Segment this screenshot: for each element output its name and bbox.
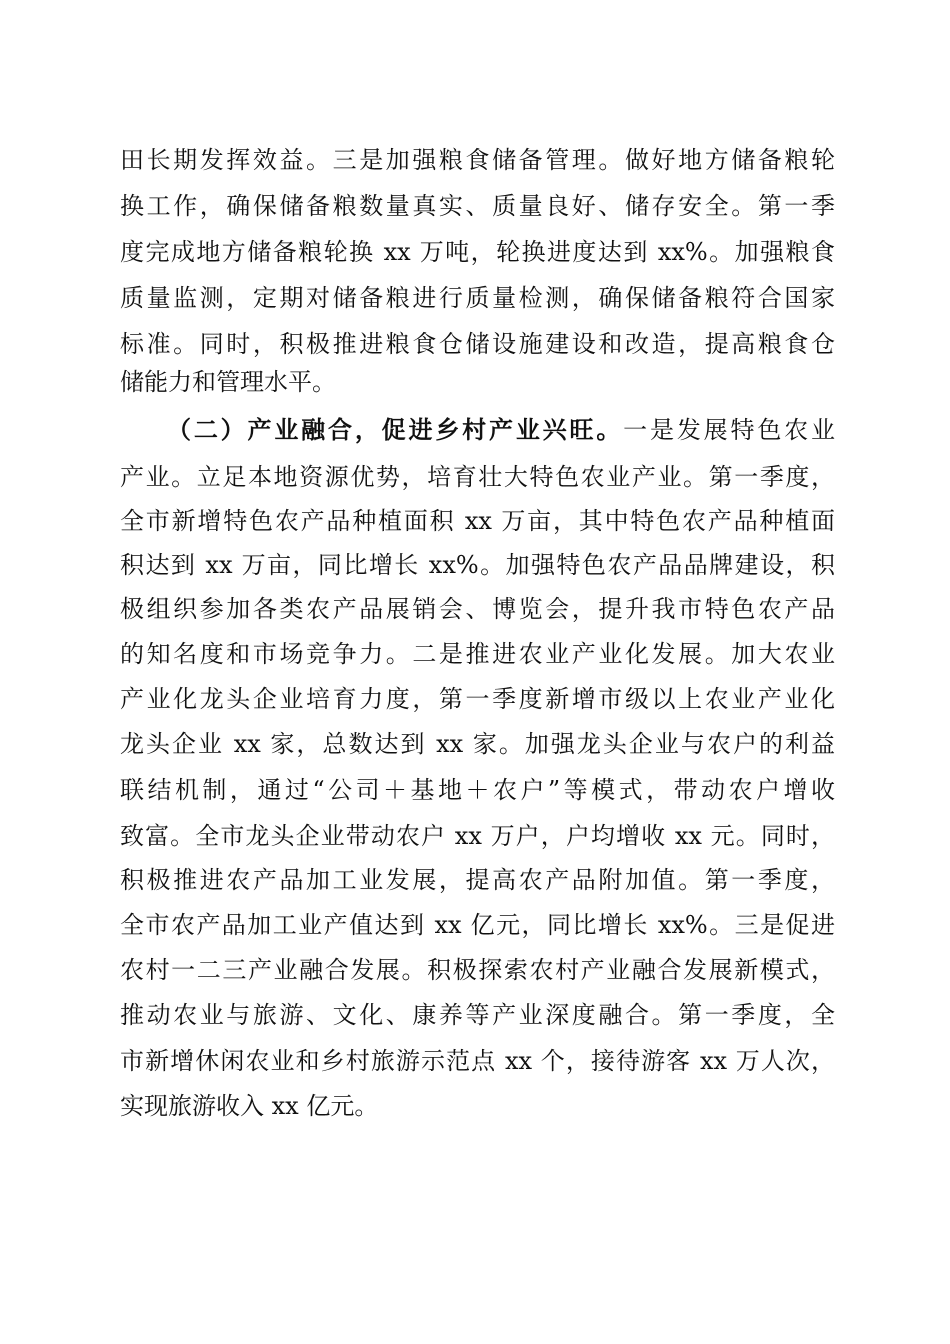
paragraph-2-line-12: 全市农产品加工业产值达到 xx 亿元，同比增长 xx%。三是促进	[120, 911, 835, 939]
paragraph-2-line-14: 推动农业与旅游、文化、康养等产业深度融合。第一季度，全	[120, 1001, 835, 1029]
paragraph-1-line-1: 田长期发挥效益。三是加强粮食储备管理。做好地方储备粮轮	[120, 146, 835, 174]
paragraph-1-line-5: 标准。同时，积极推进粮食仓储设施建设和改造，提高粮食仓	[120, 330, 835, 358]
paragraph-2-line-1-rest: 一是发展特色农业	[623, 416, 836, 444]
paragraph-2-line-15: 市新增休闲农业和乡村旅游示范点 xx 个，接待游客 xx 万人次，	[120, 1047, 835, 1075]
paragraph-2-line-5: 极组织参加各类农产品展销会、博览会，提升我市特色农产品	[120, 595, 835, 623]
paragraph-2-line-13: 农村一二三产业融合发展。积极探索农村产业融合发展新模式，	[120, 956, 835, 984]
paragraph-1-line-3: 度完成地方储备粮轮换 xx 万吨，轮换进度达到 xx%。加强粮食	[120, 238, 835, 266]
paragraph-2-line-7: 产业化龙头企业培育力度，第一季度新增市级以上农业产业化	[120, 685, 835, 713]
paragraph-2-line-1	[167, 408, 835, 452]
paragraph-2-line-6: 的知名度和市场竞争力。二是推进农业产业化发展。加大农业	[120, 640, 835, 668]
paragraph-2-line-11: 积极推进农产品加工业发展，提高农产品附加值。第一季度，	[120, 866, 835, 894]
paragraph-2-line-8: 龙头企业 xx 家，总数达到 xx 家。加强龙头企业与农户的利益	[120, 730, 835, 758]
paragraph-1-line-4: 质量监测，定期对储备粮进行质量检测，确保储备粮符合国家	[120, 284, 835, 312]
paragraph-2-line-4: 积达到 xx 万亩，同比增长 xx%。加强特色农产品品牌建设，积	[120, 551, 835, 579]
paragraph-2-line-16: 实现旅游收入 xx 亿元。	[120, 1092, 379, 1120]
section-heading: （二）产业融合，促进乡村产业兴旺。	[167, 415, 624, 444]
paragraph-2-line-2: 产业。立足本地资源优势，培育壮大特色农业产业。第一季度，	[120, 463, 835, 491]
paragraph-2-line-10: 致富。全市龙头企业带动农户 xx 万户，户均增收 xx 元。同时，	[120, 822, 835, 850]
paragraph-2-line-9: 联结机制，通过“公司＋基地＋农户”等模式，带动农户增收	[120, 776, 835, 804]
paragraph-1-line-6: 储能力和管理水平。	[120, 368, 336, 396]
paragraph-2-line-3: 全市新增特色农产品种植面积 xx 万亩，其中特色农产品种植面	[120, 507, 835, 535]
paragraph-1-line-2: 换工作，确保储备粮数量真实、质量良好、储存安全。第一季	[120, 192, 835, 220]
